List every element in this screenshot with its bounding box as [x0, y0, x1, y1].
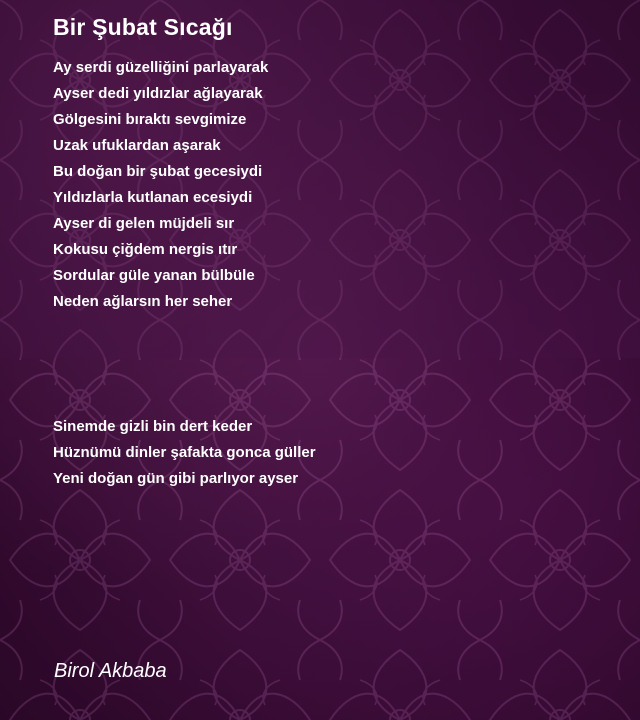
- poem-line: Kokusu çiğdem nergis ıtır: [53, 241, 238, 258]
- poem-line: Gölgesini bıraktı sevgimize: [53, 111, 247, 128]
- poem-title: Bir Şubat Sıcağı: [53, 14, 233, 40]
- poem-line: Ayser dedi yıldızlar ağlayarak: [53, 85, 263, 102]
- poem-line: Yeni doğan gün gibi parlıyor ayser: [53, 470, 299, 487]
- poem-line: Sordular güle yanan bülbüle: [53, 267, 255, 284]
- stanza-1: [53, 55, 268, 315]
- poem-line: Uzak ufuklardan aşarak: [53, 137, 221, 154]
- poem-line: Bu doğan bir şubat gecesiydi: [53, 163, 263, 180]
- poem-author: Birol Akbaba: [54, 660, 167, 682]
- poem-line: Hüznümü dinler şafakta gonca güller: [53, 444, 316, 461]
- poem-line: Sinemde gizli bin dert keder: [53, 418, 253, 435]
- stanza-2: [53, 414, 316, 492]
- poem-line: Yıldızlarla kutlanan ecesiydi: [53, 189, 253, 206]
- poem-line: Ay serdi güzelliğini parlayarak: [53, 59, 269, 76]
- poem-line: Neden ağlarsın her seher: [53, 293, 233, 310]
- poem-line: Ayser di gelen müjdeli sır: [53, 215, 235, 232]
